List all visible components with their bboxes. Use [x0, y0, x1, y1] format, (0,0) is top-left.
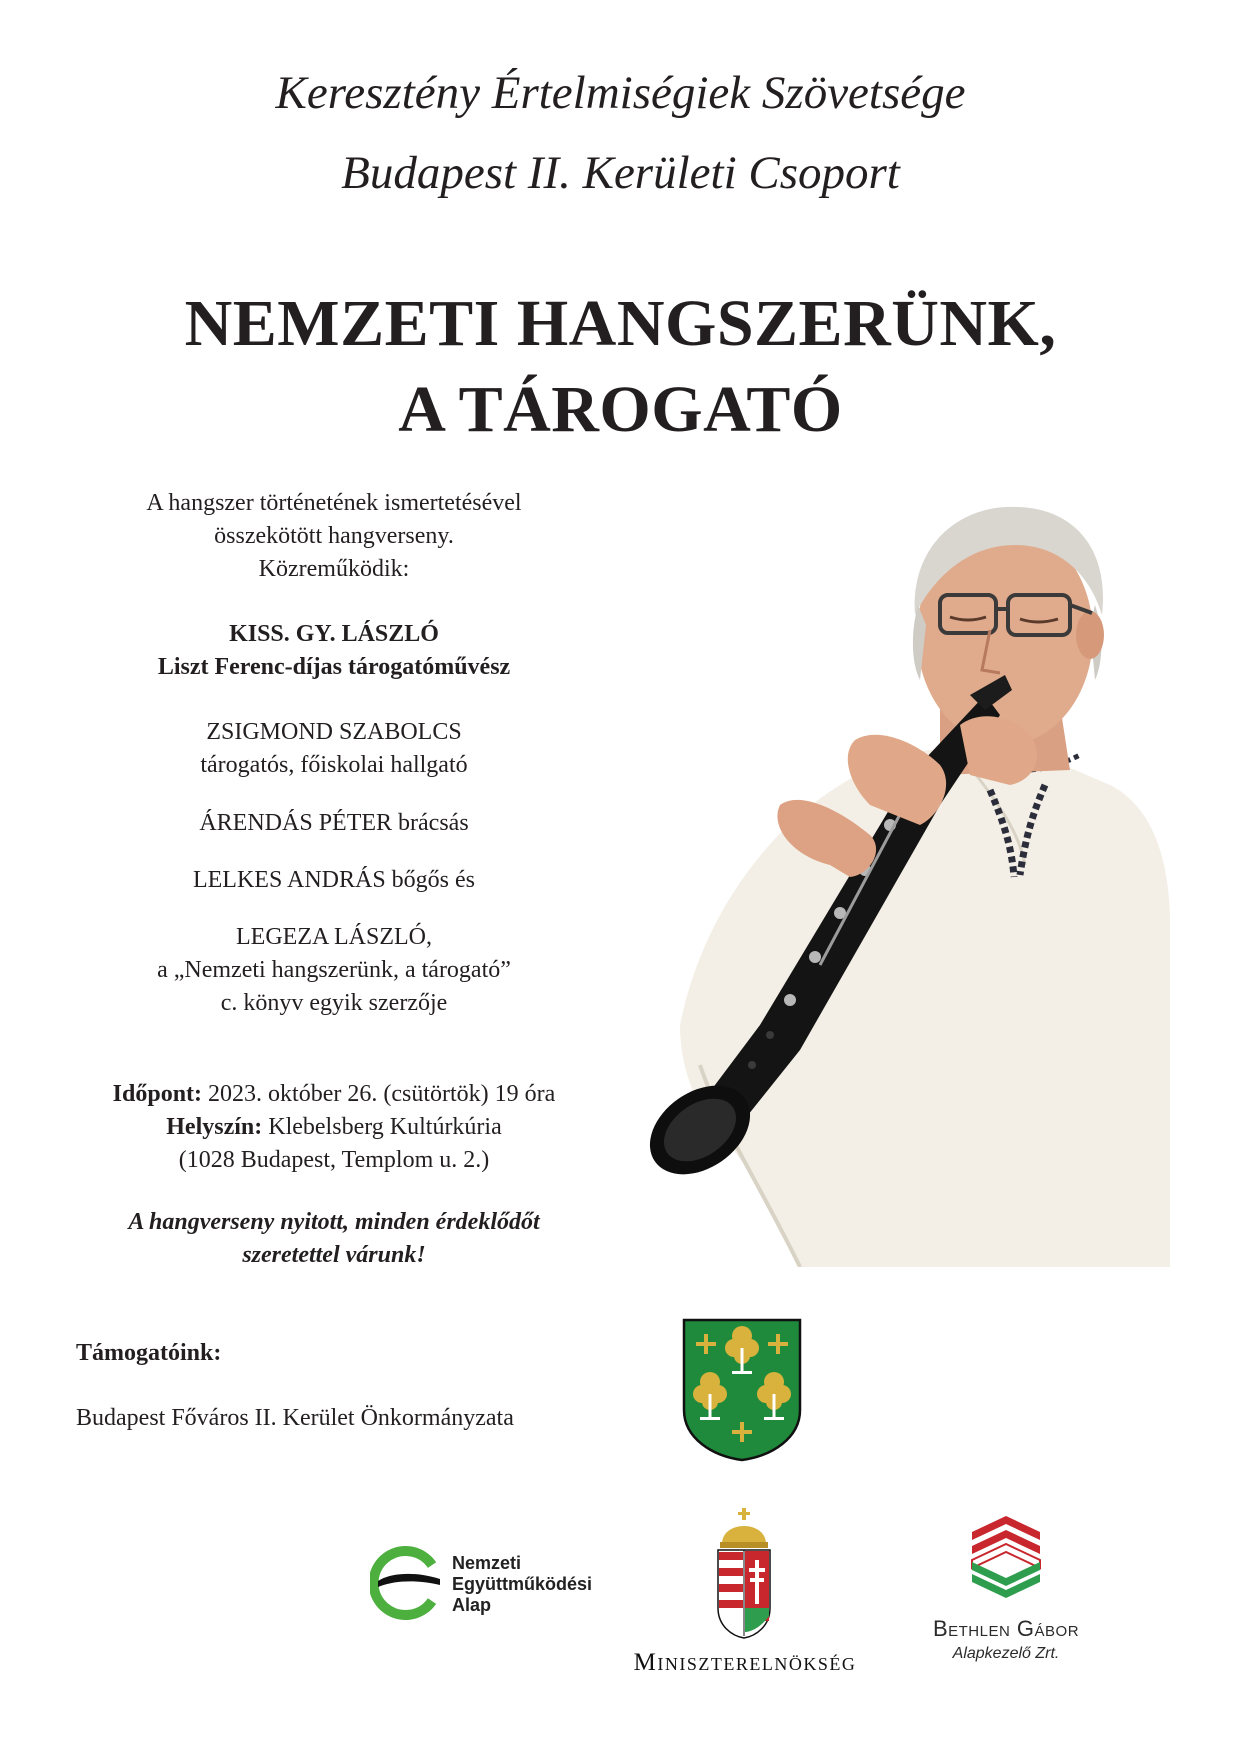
- nea-line1: Nemzeti: [452, 1553, 522, 1573]
- performer-5-name: LEGEZA LÁSZLÓ,: [236, 924, 432, 950]
- invitation: [80, 1206, 588, 1272]
- performer-2-role: tárogatós, főiskolai hallgató: [200, 752, 468, 778]
- bethlen-gabor-name: Bethlen Gábor: [932, 1616, 1080, 1641]
- event-place-value: Klebelsberg Kultúrkúria: [262, 1114, 502, 1140]
- performer-1-role: Liszt Ferenc-díjas tárogatóművész: [157, 654, 511, 680]
- nea-logo-text: [452, 1553, 592, 1616]
- event-time-label: Időpont:: [112, 1081, 203, 1107]
- event-title-line1: NEMZETI HANGSZERÜNK,: [184, 287, 1057, 360]
- organization-name: Keresztény Értelmiségiek Szövetsége: [275, 67, 966, 119]
- performer-4: LELKES ANDRÁS bőgős és: [192, 867, 475, 893]
- performer-5-line3: c. könyv egyik szerzője: [220, 990, 448, 1016]
- event-title-line2: A TÁROGATÓ: [398, 373, 843, 446]
- nea-logo-icon: [370, 1545, 442, 1621]
- district-coat-of-arms: [682, 1318, 802, 1462]
- performer-3: ÁRENDÁS PÉTER brácsás: [199, 810, 469, 836]
- hungarian-crest-icon: [712, 1508, 776, 1640]
- performer-2: [80, 716, 588, 782]
- nea-line2: Együttműködési: [452, 1574, 593, 1594]
- intro-line1: A hangszer történetének ismertetésével: [146, 490, 522, 516]
- event-details: [80, 1078, 588, 1177]
- intro-line2: összekötött hangverseny.: [214, 523, 454, 549]
- performer-5: [80, 921, 588, 1020]
- intro-text: [80, 487, 588, 586]
- event-address: (1028 Budapest, Templom u. 2.): [178, 1147, 490, 1173]
- invitation-line2: szeretettel várunk!: [242, 1242, 426, 1268]
- invitation-line1: A hangverseny nyitott, minden érdeklődőt: [128, 1209, 540, 1235]
- event-place: [80, 1111, 588, 1144]
- performer-5-line2: a „Nemzeti hangszerünk, a tárogató”: [157, 957, 511, 983]
- event-time: [80, 1078, 588, 1111]
- nea-line3: Alap: [452, 1595, 492, 1615]
- sponsor-district-name: Budapest Főváros II. Kerület Önkormányzata: [76, 1405, 514, 1431]
- musician-photo: [640, 505, 1170, 1267]
- sponsors-label: Támogatóink:: [76, 1340, 222, 1366]
- event-place-label: Helyszín:: [166, 1114, 263, 1140]
- event-time-value: 2023. október 26. (csütörtök) 19 óra: [202, 1081, 556, 1107]
- miniszterelnokseg-text: Miniszterelnökség: [633, 1649, 857, 1676]
- intro-line3: Közreműködik:: [258, 556, 410, 582]
- bethlen-gabor-subtitle: Alapkezelő Zrt.: [952, 1645, 1060, 1662]
- performer-1: [80, 618, 588, 684]
- performer-1-name: KISS. GY. LÁSZLÓ: [229, 621, 439, 647]
- organization-group: Budapest II. Kerületi Csoport: [341, 147, 900, 199]
- performer-2-name: ZSIGMOND SZABOLCS: [206, 719, 462, 745]
- bethlen-gabor-logo-icon: [966, 1512, 1046, 1602]
